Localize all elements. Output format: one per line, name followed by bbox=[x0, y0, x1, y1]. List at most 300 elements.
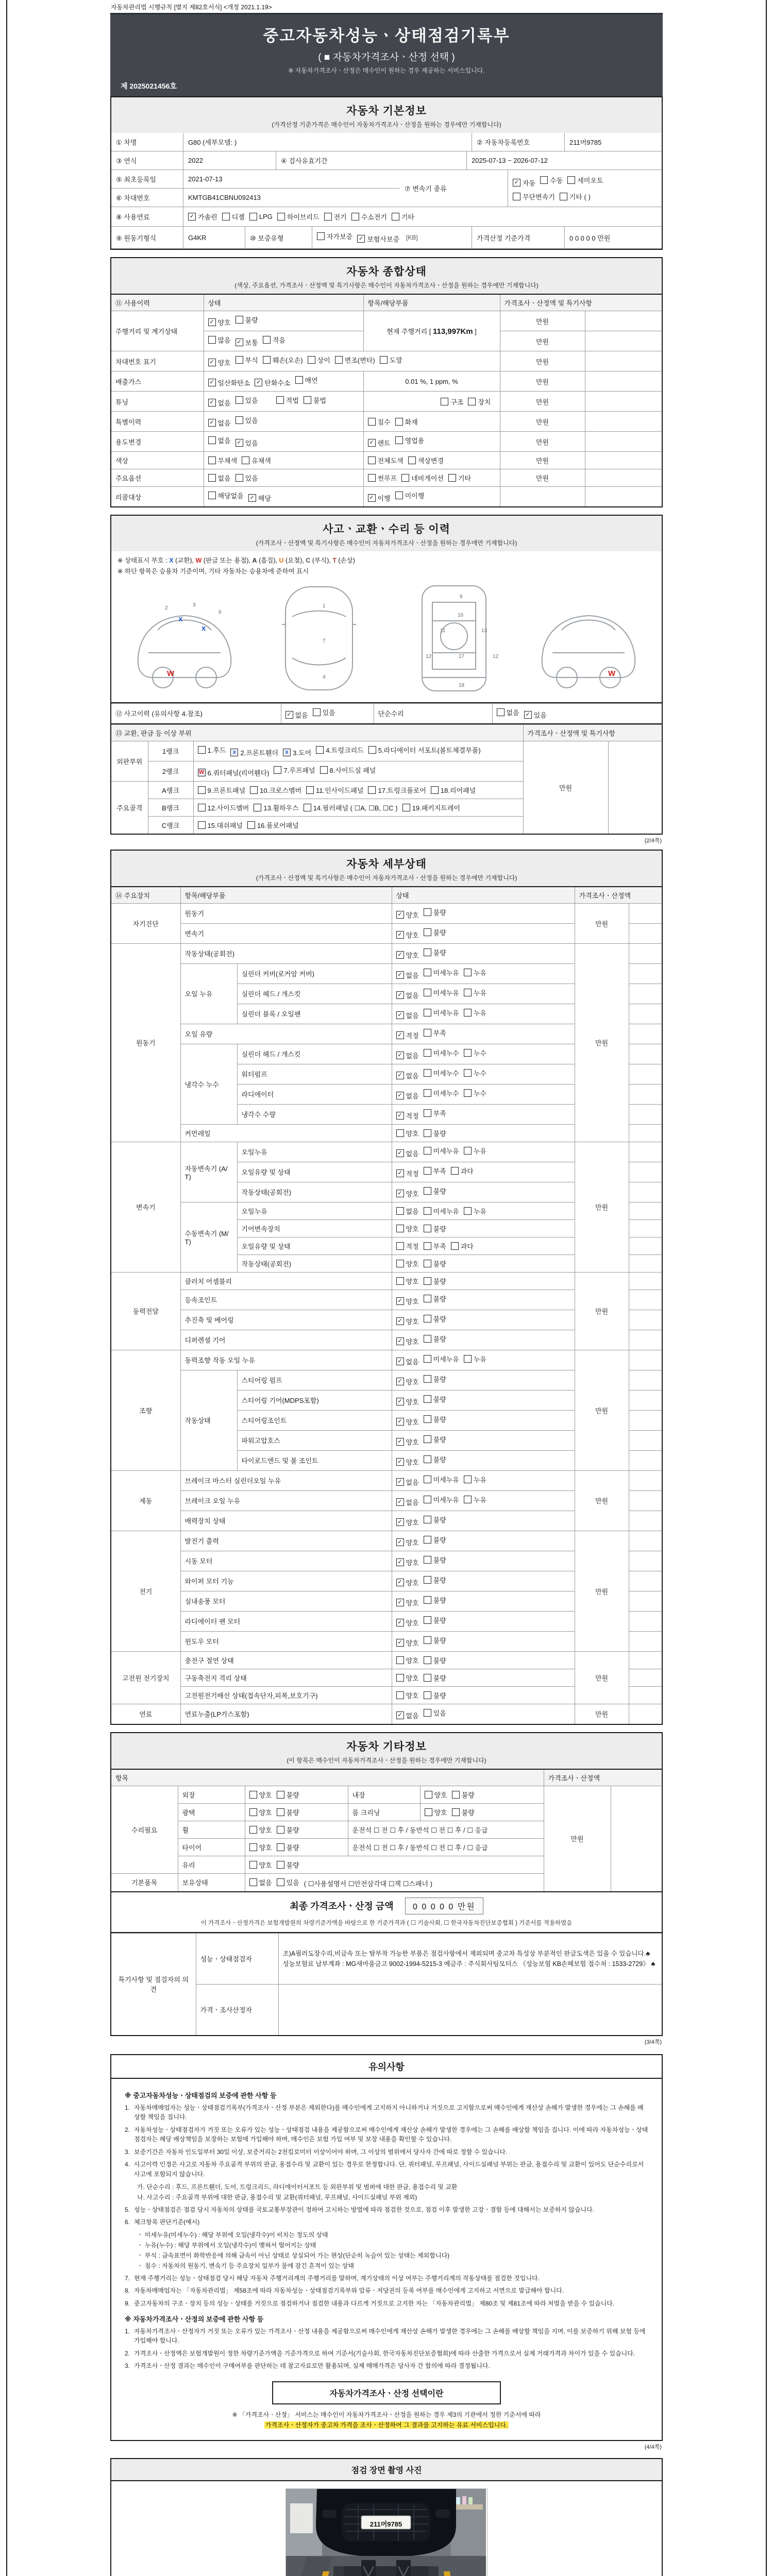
checkbox-불량[interactable] bbox=[424, 1224, 446, 1233]
checkbox-불량[interactable] bbox=[277, 1842, 299, 1852]
checkbox-양호[interactable] bbox=[396, 950, 419, 960]
item-label: 워터펌프 bbox=[237, 1064, 392, 1084]
checkbox-없음[interactable] bbox=[396, 1148, 419, 1158]
checkbox-일산화탄소[interactable] bbox=[208, 378, 250, 387]
options-label: 주요옵션 bbox=[111, 469, 204, 487]
checkbox-양호[interactable] bbox=[396, 1377, 419, 1386]
checkbox-양호[interactable] bbox=[396, 1618, 419, 1628]
state-checks bbox=[392, 1450, 575, 1470]
checkbox-양호[interactable] bbox=[396, 1578, 419, 1587]
checkbox-미세누수[interactable] bbox=[424, 1068, 459, 1078]
checkbox-불량[interactable] bbox=[277, 1807, 299, 1817]
checkbox-label: 부식 bbox=[245, 357, 258, 364]
checkbox-양호[interactable] bbox=[425, 1807, 447, 1817]
checkbox-icon bbox=[396, 1674, 404, 1682]
checkbox-색상변경[interactable] bbox=[408, 455, 444, 465]
checkbox-없음[interactable] bbox=[208, 418, 231, 428]
checkbox-누유[interactable] bbox=[464, 1495, 486, 1504]
checkbox-icon: x bbox=[283, 749, 291, 756]
checkbox-icon bbox=[249, 213, 257, 221]
checkbox-불량[interactable] bbox=[424, 1334, 446, 1344]
checkbox-누수[interactable] bbox=[464, 1088, 486, 1098]
note-cell bbox=[629, 1450, 662, 1470]
checkbox-미세누유[interactable] bbox=[424, 1495, 459, 1504]
checkbox-있음[interactable] bbox=[236, 473, 258, 483]
checkbox-디젤[interactable] bbox=[222, 212, 245, 222]
checkbox-불량[interactable] bbox=[424, 1294, 446, 1303]
checkbox-세미오토[interactable] bbox=[567, 175, 603, 185]
checkbox-부족[interactable] bbox=[424, 1028, 446, 1038]
checkbox-불량[interactable] bbox=[424, 1128, 446, 1138]
checkbox-불량[interactable] bbox=[424, 947, 446, 957]
notice-item-number: 1. bbox=[125, 2327, 130, 2335]
checkbox-미세누유[interactable] bbox=[424, 1146, 459, 1156]
checkbox-양호[interactable] bbox=[396, 1189, 419, 1198]
checkbox-없음[interactable] bbox=[285, 710, 308, 720]
checkbox-영업용[interactable] bbox=[395, 435, 425, 445]
item-label: 구동축전지 격리 상태 bbox=[180, 1669, 392, 1686]
checkbox-icon: ✓ bbox=[188, 213, 196, 221]
note-cell bbox=[585, 311, 662, 331]
accident-history-checks bbox=[281, 703, 374, 724]
checkbox-icon bbox=[424, 1167, 431, 1175]
checkbox-장치[interactable] bbox=[468, 397, 491, 406]
checkbox-부족[interactable] bbox=[424, 1108, 446, 1118]
checkbox-없음[interactable] bbox=[497, 707, 519, 717]
checkbox-양호[interactable] bbox=[249, 1842, 272, 1852]
checkbox-불량[interactable] bbox=[277, 1860, 299, 1870]
checkbox-1.후드[interactable] bbox=[198, 745, 226, 755]
checkbox-과다[interactable] bbox=[451, 1241, 474, 1251]
checkbox-없음[interactable] bbox=[249, 1877, 272, 1887]
checkbox-icon: ✓ bbox=[396, 951, 404, 959]
section-title: 자동차 기본정보 bbox=[346, 105, 427, 117]
panel-number: 7 bbox=[323, 638, 326, 644]
device-label-제동: 제동 bbox=[111, 1470, 180, 1531]
checkbox-있음[interactable] bbox=[313, 707, 335, 717]
checkbox-양호[interactable] bbox=[396, 1655, 419, 1665]
checkbox-16.플로어패널[interactable] bbox=[247, 820, 299, 830]
checkbox-icon bbox=[368, 474, 376, 482]
checkbox-가솔린[interactable] bbox=[188, 212, 217, 222]
checkbox-label: 있음 bbox=[286, 1878, 299, 1887]
checkbox-불량[interactable] bbox=[424, 1615, 446, 1625]
checkbox-5.라디에이터 서포트(볼트체결부품)[interactable] bbox=[368, 745, 481, 755]
checkbox-이행[interactable] bbox=[368, 493, 391, 503]
checkbox-label: 양호 bbox=[259, 1843, 272, 1852]
checkbox-미세누유[interactable] bbox=[424, 1206, 459, 1216]
checkbox-변조(변타)[interactable] bbox=[335, 355, 375, 365]
checkbox-label: 7.루프패널 bbox=[283, 766, 315, 774]
checkbox-label: 미세누유 bbox=[433, 1207, 459, 1215]
checkbox-양호[interactable] bbox=[396, 930, 419, 940]
checkbox-누유[interactable] bbox=[464, 1008, 486, 1018]
checkbox-해당[interactable] bbox=[248, 493, 271, 503]
checkbox-불량[interactable] bbox=[236, 315, 258, 325]
checkbox-과다[interactable] bbox=[451, 1166, 474, 1176]
checkbox-없음[interactable] bbox=[208, 398, 231, 408]
checkbox-무단변속기[interactable] bbox=[513, 192, 555, 201]
checkbox-미세누유[interactable] bbox=[424, 1354, 459, 1364]
checkbox-icon bbox=[396, 1129, 404, 1137]
checkbox-하이브리드[interactable] bbox=[277, 212, 320, 222]
checkbox-양호[interactable] bbox=[396, 1638, 419, 1648]
checkbox-미세누유[interactable] bbox=[424, 1008, 459, 1018]
detail-row bbox=[111, 1350, 662, 1370]
checkbox-LPG[interactable] bbox=[249, 213, 273, 221]
checkbox-label: 매연 bbox=[305, 377, 318, 384]
checkbox-미세누유[interactable] bbox=[424, 1475, 459, 1484]
checkbox-불량[interactable] bbox=[424, 927, 446, 937]
checkbox-양호[interactable] bbox=[396, 1259, 419, 1268]
checkbox-icon: ✓ bbox=[396, 1337, 404, 1345]
checkbox-자가보증[interactable] bbox=[317, 231, 352, 241]
item-label: 작동상태(공회전) bbox=[237, 1182, 392, 1202]
detail-state-table bbox=[110, 886, 663, 1725]
checkbox-icon bbox=[247, 821, 255, 829]
checkbox-누유[interactable] bbox=[464, 1354, 486, 1364]
checkbox-무채색[interactable] bbox=[208, 455, 238, 465]
checkbox-미세누유[interactable] bbox=[424, 988, 459, 997]
note-cell bbox=[629, 1272, 662, 1290]
checkbox-icon: ✓ bbox=[396, 1011, 404, 1019]
checkbox-8.사이드실 패널[interactable] bbox=[320, 765, 376, 775]
checkbox-양호[interactable] bbox=[425, 1790, 447, 1800]
checkbox-불량[interactable] bbox=[424, 1276, 446, 1286]
checkbox-양호[interactable] bbox=[396, 1417, 419, 1427]
checkbox-icon bbox=[236, 396, 243, 404]
field-value-firstreg: 2021-07-13 bbox=[183, 170, 400, 189]
checkbox-있음[interactable] bbox=[236, 438, 258, 448]
checkbox-15.대쉬패널[interactable] bbox=[198, 820, 243, 830]
checkbox-불량[interactable] bbox=[424, 1394, 446, 1404]
checkbox-불량[interactable] bbox=[424, 1515, 446, 1524]
checkbox-양호[interactable] bbox=[396, 1128, 419, 1138]
checkbox-icon bbox=[424, 1069, 431, 1077]
checkbox-양호[interactable] bbox=[396, 1673, 419, 1683]
checkbox-불량[interactable] bbox=[424, 1655, 446, 1665]
checkbox-불량[interactable] bbox=[424, 907, 446, 917]
section-detail-header bbox=[110, 850, 663, 886]
checkbox-9.프론트패널[interactable] bbox=[198, 785, 246, 795]
checkbox-양호[interactable] bbox=[249, 1790, 272, 1800]
checkbox-없음[interactable] bbox=[396, 1071, 419, 1080]
notice-item-text: 자동차성능ㆍ상태점검자가 거짓 또는 오류가 있는 성능ㆍ상태점검 내용을 제공함으로써 매수인에게 재산상 손해가 발생한 경우에는 그 손해를 배상할 책임을 집니다. 이에 따라 자동차성능ㆍ상태점검자는 해당 배상책임을 보장하는 보험에 가입해야 하며, 매수인은 보험 가입 여부 및 보장 내용을 확인할 수 있습니다. bbox=[134, 2126, 648, 2143]
checkbox-없음[interactable] bbox=[396, 1477, 419, 1487]
document-number: 제 2025021456호 bbox=[121, 82, 177, 90]
checkbox-불량[interactable] bbox=[424, 1434, 446, 1444]
checkbox-없음[interactable] bbox=[208, 435, 231, 445]
checkbox-label: 기타 bbox=[458, 474, 472, 482]
checkbox-양호[interactable] bbox=[396, 1690, 419, 1700]
checkbox-많음[interactable] bbox=[208, 335, 231, 345]
checkbox-10.크로스멤버[interactable] bbox=[250, 785, 301, 795]
note-cell bbox=[629, 1551, 662, 1571]
checkbox-부식[interactable] bbox=[236, 355, 258, 365]
checkbox-없음[interactable] bbox=[396, 1206, 419, 1216]
checkbox-미이행[interactable] bbox=[395, 490, 425, 500]
note-cell bbox=[629, 1064, 662, 1084]
checkbox-14.필러패널 ( ☐A, ☐B, ☐C )[interactable] bbox=[304, 803, 398, 812]
checkbox-있음[interactable] bbox=[524, 710, 547, 720]
notice-item bbox=[125, 2217, 648, 2227]
checkbox-불량[interactable] bbox=[424, 1673, 446, 1683]
row-usage-change bbox=[111, 432, 662, 452]
checkbox-적정[interactable] bbox=[396, 1030, 419, 1040]
checkbox-양호[interactable] bbox=[396, 1437, 419, 1447]
checkbox-없음[interactable] bbox=[396, 970, 419, 980]
item-label: 윈도우 모터 bbox=[180, 1631, 392, 1651]
checkbox-icon bbox=[424, 1415, 431, 1423]
checkbox-icon bbox=[424, 1516, 431, 1523]
checkbox-적음[interactable] bbox=[263, 335, 285, 345]
checkbox-누유[interactable] bbox=[464, 1206, 486, 1216]
checkbox-누유[interactable] bbox=[464, 1475, 486, 1484]
checkbox-없음[interactable] bbox=[396, 1710, 419, 1720]
checkbox-미세누수[interactable] bbox=[424, 1048, 459, 1058]
price-cell: 만원 bbox=[500, 351, 585, 371]
checkbox-기타 ( )[interactable] bbox=[560, 192, 591, 201]
checkbox-불량[interactable] bbox=[424, 1454, 446, 1464]
field-label-regno: ② 자동차등록번호 bbox=[472, 133, 565, 151]
checkbox-상이[interactable] bbox=[308, 355, 330, 365]
checkbox-매연[interactable] bbox=[295, 375, 318, 385]
checkbox-불량[interactable] bbox=[424, 1690, 446, 1700]
checkbox-불량[interactable] bbox=[424, 1535, 446, 1545]
checkbox-양호[interactable] bbox=[208, 317, 231, 327]
hold-items-note: ( ☐사용설명서 ☐안전삼각대 ☐잭 ☐스패너 ) bbox=[304, 1879, 432, 1888]
checkbox-화재[interactable] bbox=[395, 417, 418, 427]
detail-row bbox=[111, 1704, 662, 1724]
panel-number: 3 bbox=[193, 602, 196, 608]
checkbox-불량[interactable] bbox=[424, 1555, 446, 1565]
rank-label: A랭크 bbox=[148, 781, 193, 799]
detail-header-row bbox=[111, 887, 662, 904]
checkbox-label: 부족 bbox=[433, 1029, 446, 1037]
checkbox-누수[interactable] bbox=[464, 1048, 486, 1058]
section-overall-header bbox=[110, 257, 663, 294]
checkbox-불량[interactable] bbox=[424, 1374, 446, 1384]
row-special-history bbox=[111, 412, 662, 432]
checkbox-양호[interactable] bbox=[249, 1860, 272, 1870]
checkbox-양호[interactable] bbox=[396, 1517, 419, 1527]
checkbox-양호[interactable] bbox=[249, 1807, 272, 1817]
exchange-label: ⑬ 교환, 판금 등 이상 부위 bbox=[111, 724, 523, 741]
detail-row bbox=[111, 1470, 662, 1490]
checkbox-없음[interactable] bbox=[396, 1497, 419, 1507]
state-checks bbox=[392, 1511, 575, 1531]
item-label: 실린더 헤드 / 개스킷 bbox=[237, 984, 392, 1004]
checkbox-없음[interactable] bbox=[208, 473, 231, 483]
special-label: 특별이력 bbox=[111, 412, 204, 432]
checkbox-6.쿼터패널(리어휀다)[interactable] bbox=[198, 768, 270, 777]
checkbox-label: 양호 bbox=[406, 1297, 419, 1306]
checkbox-불량[interactable] bbox=[424, 1414, 446, 1424]
checkbox-4.트렁크리드[interactable] bbox=[316, 745, 364, 755]
checkbox-양호[interactable] bbox=[396, 1316, 419, 1326]
checkbox-수소전기[interactable] bbox=[351, 212, 387, 222]
checkbox-적정[interactable] bbox=[396, 1168, 419, 1178]
checkbox-있음[interactable] bbox=[236, 415, 258, 425]
checkbox-적정[interactable] bbox=[396, 1241, 419, 1251]
checkbox-기타[interactable] bbox=[448, 473, 471, 483]
checkbox-불량[interactable] bbox=[452, 1807, 475, 1817]
checkbox-구조[interactable] bbox=[441, 397, 463, 406]
notice-item-number: 2. bbox=[125, 2126, 130, 2133]
checkbox-icon: ✓ bbox=[396, 1579, 404, 1586]
checkbox-icon: ✓ bbox=[236, 338, 243, 346]
checkbox-있음[interactable] bbox=[424, 1708, 446, 1718]
special-checks bbox=[204, 412, 363, 432]
col-item-part: 항목/해당부품 bbox=[363, 294, 500, 311]
checkbox-없음[interactable] bbox=[396, 1357, 419, 1366]
checkbox-label: 장치 bbox=[478, 398, 491, 406]
checkbox-icon: ✓ bbox=[357, 235, 365, 243]
tire-position-note: 운전석 ☐ 전 ☐ 후 / 동반석 ☐ 전 ☐ 후 / ☐ 응급 bbox=[348, 1838, 544, 1856]
checkbox-icon: ✓ bbox=[396, 1438, 404, 1446]
checkbox-누유[interactable] bbox=[464, 968, 486, 977]
checkbox-label: 색상변경 bbox=[417, 457, 444, 465]
checkbox-icon bbox=[424, 1129, 431, 1137]
checkbox-있음[interactable] bbox=[236, 395, 258, 405]
row-options bbox=[111, 469, 662, 487]
note-cell bbox=[629, 1024, 662, 1044]
state-checks bbox=[392, 903, 575, 923]
checkbox-양호[interactable] bbox=[396, 1276, 419, 1286]
checkbox-미세누수[interactable] bbox=[424, 1088, 459, 1098]
checkbox-18.리어패널[interactable] bbox=[431, 785, 476, 795]
checkbox-양호[interactable] bbox=[396, 1537, 419, 1547]
checkbox-label: 양호 bbox=[406, 1317, 419, 1326]
checkbox-불량[interactable] bbox=[452, 1790, 475, 1800]
checkbox-label: 없음 bbox=[406, 971, 419, 979]
checkbox-불량[interactable] bbox=[424, 1314, 446, 1324]
checkbox-label: 보통 bbox=[245, 339, 258, 347]
checkbox-17.트렁크플로어[interactable] bbox=[368, 785, 426, 795]
checkbox-없음[interactable] bbox=[396, 1010, 419, 1020]
checkbox-누유[interactable] bbox=[464, 988, 486, 997]
checkbox-자동[interactable] bbox=[513, 178, 535, 188]
checkbox-양호[interactable] bbox=[208, 358, 231, 367]
checkbox-수동[interactable] bbox=[540, 175, 563, 185]
checkbox-불량[interactable] bbox=[277, 1790, 299, 1800]
checkbox-양호[interactable] bbox=[396, 1397, 419, 1406]
checkbox-유채색[interactable] bbox=[242, 455, 271, 465]
checkbox-없음[interactable] bbox=[396, 1091, 419, 1100]
checkbox-보통[interactable] bbox=[236, 337, 258, 347]
checkbox-icon bbox=[304, 804, 311, 811]
note-cell bbox=[629, 1511, 662, 1531]
note-cell bbox=[585, 412, 662, 432]
checkbox-7.루프패널[interactable] bbox=[274, 765, 315, 775]
checkbox-양호[interactable] bbox=[396, 1598, 419, 1607]
checkbox-없음[interactable] bbox=[396, 1050, 419, 1060]
checkbox-보험사보증[interactable] bbox=[357, 234, 399, 244]
checkbox-양호[interactable] bbox=[396, 1557, 419, 1567]
checkbox-icon bbox=[424, 1295, 431, 1302]
checkbox-label: 15.대쉬패널 bbox=[207, 821, 243, 829]
checkbox-불량[interactable] bbox=[424, 1186, 446, 1196]
checkbox-썬루프[interactable] bbox=[368, 473, 397, 483]
checkbox-전기[interactable] bbox=[324, 212, 347, 222]
checkbox-label: 12.사이드멤버 bbox=[207, 804, 249, 812]
checkbox-icon: ✓ bbox=[208, 399, 216, 406]
field-label-fuel: ⑧ 사용연료 bbox=[111, 207, 183, 227]
checkbox-양호[interactable] bbox=[396, 910, 419, 920]
checkbox-label: 수소전기 bbox=[361, 213, 387, 221]
checkbox-label: 수동 bbox=[550, 177, 563, 185]
checkbox-없음[interactable] bbox=[396, 990, 419, 1000]
checkbox-icon bbox=[424, 1187, 431, 1195]
accident-diagram-block bbox=[110, 551, 663, 703]
checkbox-누수[interactable] bbox=[464, 1068, 486, 1078]
checkbox-icon bbox=[513, 193, 520, 200]
checkbox-11.인사이드패널[interactable] bbox=[306, 785, 363, 795]
notice-item-number: 5. bbox=[125, 2206, 130, 2213]
checkbox-불법[interactable] bbox=[304, 395, 326, 405]
checkbox-불량[interactable] bbox=[277, 1825, 299, 1835]
checkbox-적정[interactable] bbox=[396, 1111, 419, 1121]
checkbox-부족[interactable] bbox=[424, 1166, 446, 1176]
checkbox-양호[interactable] bbox=[396, 1336, 419, 1346]
checkbox-icon: ✓ bbox=[396, 991, 404, 999]
checkbox-기타[interactable] bbox=[392, 212, 414, 222]
checkbox-양호[interactable] bbox=[396, 1296, 419, 1306]
checkbox-label: 누유 bbox=[473, 1147, 486, 1155]
checkbox-label: 양호 bbox=[406, 1225, 419, 1233]
checkbox-렌트[interactable] bbox=[368, 438, 391, 448]
checkbox-부족[interactable] bbox=[424, 1241, 446, 1251]
col-major-device: ⑭ 주요장치 bbox=[111, 887, 180, 904]
checkbox-12.사이드멤버[interactable] bbox=[198, 803, 249, 812]
checkbox-양호[interactable] bbox=[249, 1825, 272, 1835]
checkbox-icon bbox=[424, 1536, 431, 1544]
note-cell bbox=[629, 943, 662, 963]
photo-front-illustration bbox=[286, 2489, 486, 2576]
device-label-원동기: 원동기 bbox=[111, 943, 180, 1142]
checkbox-도말[interactable] bbox=[380, 355, 402, 365]
checkbox-19.패키지트레이[interactable] bbox=[402, 803, 460, 812]
accident-flags-row bbox=[111, 703, 662, 724]
panel-number: 2 bbox=[165, 605, 168, 611]
checkbox-13.휠하우스[interactable] bbox=[254, 803, 298, 812]
checkbox-전체도색[interactable] bbox=[368, 455, 404, 465]
checkbox-label: 양호 bbox=[406, 1418, 419, 1426]
device-label-변속기: 변속기 bbox=[111, 1142, 180, 1272]
checkbox-미세누유[interactable] bbox=[424, 968, 459, 977]
checkbox-불량[interactable] bbox=[424, 1259, 446, 1268]
checkbox-탄화수소[interactable] bbox=[255, 378, 290, 387]
checkbox-불량[interactable] bbox=[424, 1575, 446, 1585]
checkbox-있음[interactable] bbox=[277, 1877, 299, 1887]
checkbox-2.프론트휀더[interactable] bbox=[230, 748, 278, 757]
checkbox-침수[interactable] bbox=[368, 417, 391, 427]
checkbox-양호[interactable] bbox=[396, 1457, 419, 1467]
glass-label: 유리 bbox=[178, 1856, 245, 1873]
checkbox-훼손(오손)[interactable] bbox=[263, 355, 303, 365]
checkbox-해당없음[interactable] bbox=[208, 490, 244, 500]
checkbox-불량[interactable] bbox=[424, 1635, 446, 1645]
checkbox-누유[interactable] bbox=[464, 1146, 486, 1156]
checkbox-불량[interactable] bbox=[424, 1595, 446, 1605]
checkbox-3.도어[interactable] bbox=[283, 748, 311, 757]
note-cell bbox=[611, 1786, 662, 1892]
checkbox-양호[interactable] bbox=[396, 1224, 419, 1233]
checkbox-네비게이션[interactable] bbox=[401, 473, 444, 483]
checkbox-icon bbox=[380, 356, 388, 364]
checkbox-적법[interactable] bbox=[276, 395, 299, 405]
checkbox-icon bbox=[368, 418, 376, 426]
